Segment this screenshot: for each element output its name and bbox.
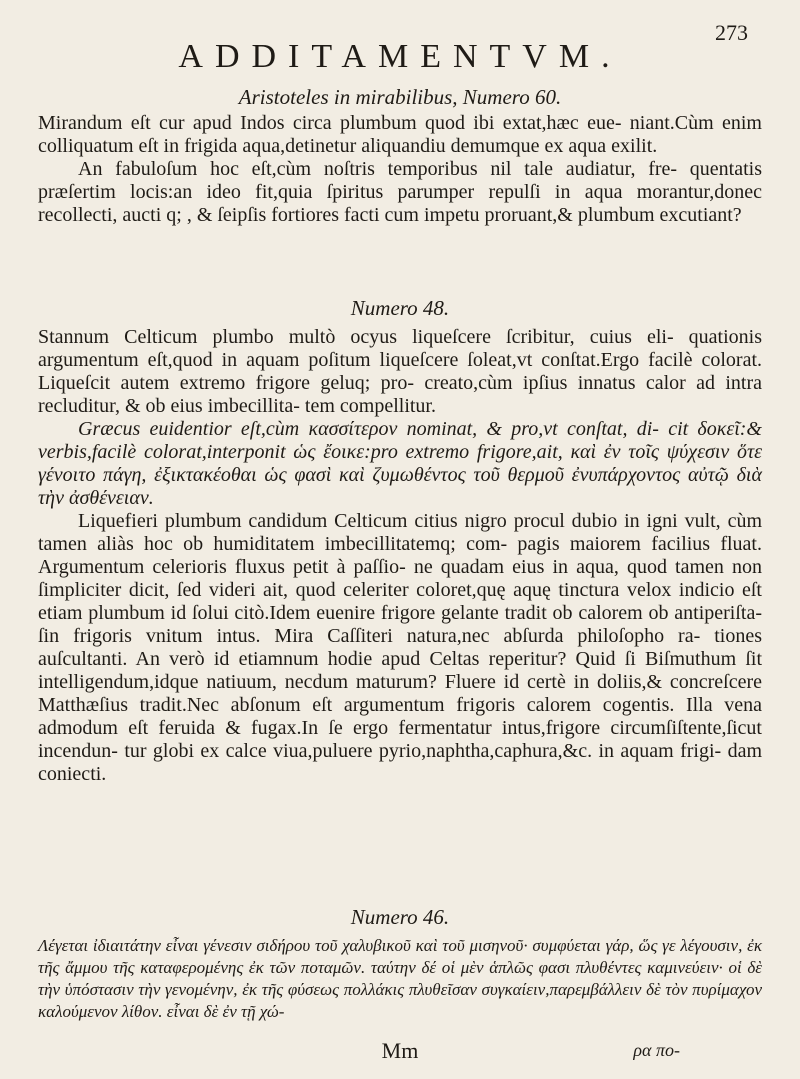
paragraph-48-2: Græcus euidentior eſt,cùm κασσίτερον nominat, & pro,vt conſtat, di- cit δοκεῖ:& verbis,facilè colorat,interponit ὡς ἔοικε:pro extremo frigore,ait, καὶ ἐν τοῖς ψύχεσιν ὅτε γένοιτο πάγη, ἐξικτακέοθαι ὡς φασὶ καὶ ζυμωθέντος τοῦ θερμοῦ ἐνυπάρχοντος αὐτῷ διὰ τὴν ἀσθένειαν.	[38, 418, 762, 509]
section-subtitle: Aristoteles in mirabilibus, Numero 60.	[238, 85, 562, 109]
signature-mark: Mm	[381, 1038, 419, 1063]
running-header: ADDITAMENTVM.	[178, 38, 622, 75]
paragraph-60-1: Mirandum eſt cur apud Indos circa plumbum quod ibi extat,hæc eue- niant.Cùm enim colliquatum eſt in frigida aqua,detinetur aliquandiu demumque ex aqua exilit.	[38, 112, 762, 157]
page-number: 273	[715, 20, 748, 45]
heading-numero-46: Numero 46.	[350, 905, 450, 929]
paragraph-46-1: Λέγεται ἰδιαιτάτην εἶναι γένεσιν σιδήρου τοῦ χαλυβικοῦ καὶ τοῦ μισηνοῦ· συμφύεται γάρ, ὥς γε λέγουσιν, ἐκ τῆς ἄμμου τῆς καταφερομένης ἐκ τῶν ποταμῶν. ταύτην δέ οἱ μὲν ἁπλῶς φασι πλυθέντες καμινεύειν· οἱ δὲ τὴν ὑπόστασιν τὴν γενομένην, ἐκ τῆς φύσεως πολλάκις πλυθεῖσαν συγκαίειν,παρεμβάλλειν δὲ τὸν πυρίμαχον καλούμενον λίθον. εἶναι δὲ ἐν τῇ χώ-	[38, 936, 762, 1021]
paragraph-48-3: Liquefieri plumbum candidum Celticum citius nigro procul dubio in igni vult, cùm tamen aliàs hoc ob humiditatem imbecillitatemq; com- pagis maiorem facilius fluat. Argumentum celerioris fluxus petit à paſſio- ne quadam eius in aqua, quod tamen non ſimpliciter dicit, ſed videri ait, quod celeriter coloret,quę aquę tinctura velox indicio eſt etiam plumbum id ſolui citò.Idem euenire frigore gelante tradit ob calorem ob antiperiſta- ſin frigoris vnitum intus. Mira Caſſiteri natura,nec abſurda philoſopho ra- tiones auſcultanti. An verò id etiamnum hodie apud Celtas reperitur? Quid ſi Biſmuthum ſit intelligendum,idque natiuum, necdum maturum? Fluere id certè in doliis,& concreſcere Matthæſius tradit.Nec abſonum eſt argumentum frigoris calorem cogentis. Illa vena admodum eſt feruida & fugax.In ſe ergo fermentatur intus,frigore circumſiſtente,ſicut incendun- tur globi ex calce viua,puluere pyrio,naphtha,caphura,&c. in aquam frigi- dam coniecti.	[38, 510, 762, 785]
catchword: ρα πο-	[633, 1040, 680, 1060]
paragraph-60-2: An fabuloſum hoc eſt,cùm noſtris temporibus nil tale audiatur, fre- quentatis præſertim locis:an ideo fit,quia ſpiritus parumper repulſi in aqua morantur,donec recollecti, aucti q; , & ſeipſis fortiores facti cum impetu proruant,& plumbum excutiant?	[38, 158, 762, 226]
text-block-60	[38, 112, 762, 227]
paragraph-48-1: Stannum Celticum plumbo multò ocyus liqueſcere ſcribitur, cuius eli- quationis argumentum eſt,quod in aquam poſitum liqueſcere ſoleat,vt conſtat.Ergo facilè colorat. Liqueſcit autem extremo frigore geluq; pro- creato,cùm ipſius innatus calor ad intra recluditur, & ob eius imbecillita- tem compellitur.	[38, 326, 762, 417]
heading-numero-48: Numero 48.	[350, 296, 450, 320]
text-block-46	[38, 935, 762, 1023]
text-block-48	[38, 326, 762, 786]
